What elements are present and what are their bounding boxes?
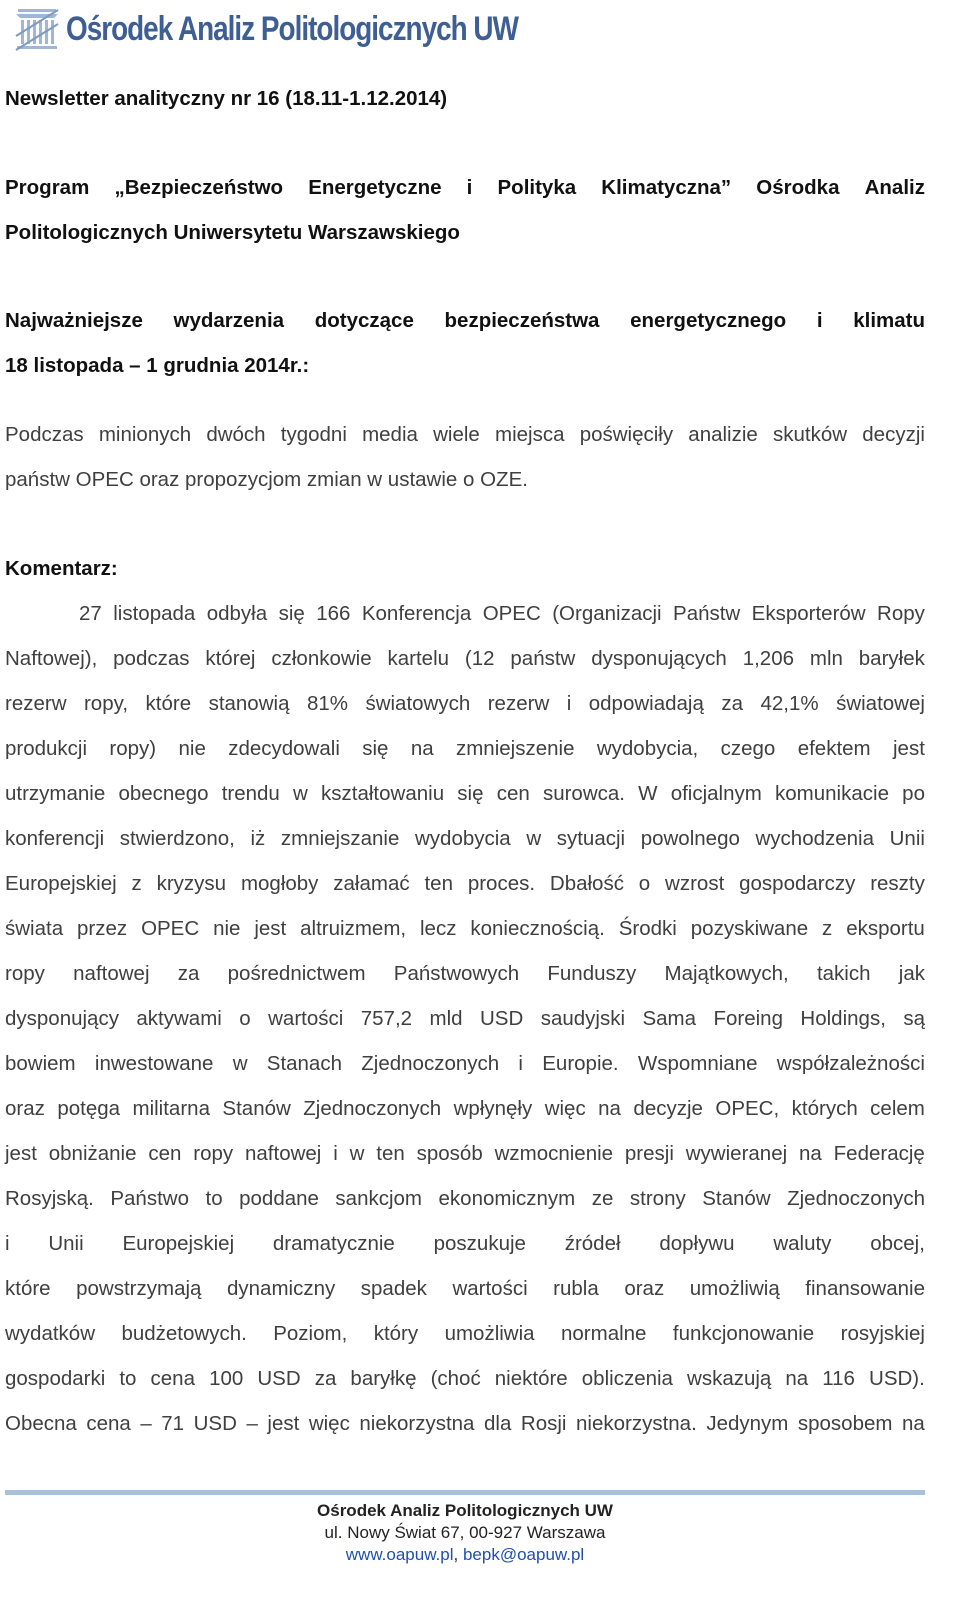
program-heading — [5, 165, 925, 255]
body-line: Naftowej), podczas której członkowie kartelu (12 państw dysponujących 1,206 mln baryłek — [5, 647, 925, 670]
intro-line-2: państw OPEC oraz propozycjom zmian w ustawie o OZE. — [5, 468, 528, 491]
body-line: konferencji stwierdzono, iż zmniejszanie wydobycia w sytuacji powolnego wychodzenia Unii — [5, 827, 925, 850]
commentary-body — [5, 591, 925, 1446]
footer-divider — [5, 1490, 925, 1495]
footer-separator: , — [453, 1545, 463, 1564]
body-line: świata przez OPEC nie jest altruizmem, lecz koniecznością. Środki pozyskiwane z eksportu — [5, 917, 925, 940]
body-line: oraz potęga militarna Stanów Zjednoczonych wpłynęły więc na decyzje OPEC, których celem — [5, 1097, 925, 1120]
body-line: produkcji ropy) nie zdecydowali się na zmniejszenie wydobycia, czego efektem jest — [5, 737, 925, 760]
body-line: Rosyjską. Państwo to poddane sankcjom ekonomicznym ze strony Stanów Zjednoczonych — [5, 1187, 925, 1210]
body-line: utrzymanie obecnego trendu w kształtowaniu się cen surowca. W oficjalnym komunikacie po — [5, 782, 925, 805]
footer-contacts — [0, 1544, 930, 1566]
footer-org: Ośrodek Analiz Politologicznych UW — [317, 1501, 613, 1520]
body-line: Europejskiej z kryzysu mogłoby załamać ten proces. Dbałość o wzrost gospodarczy reszty — [5, 872, 925, 895]
program-line-1: Program „Bezpieczeństwo Energetyczne i Polityka Klimatyczna” Ośrodka Analiz — [5, 176, 925, 199]
footer-website-link[interactable]: www.oapuw.pl — [345, 1545, 454, 1564]
body-line: Obecna cena – 71 USD – jest więc niekorzystna dla Rosji niekorzystna. Jedynym sposobem na — [5, 1412, 925, 1435]
column-logo-icon — [14, 6, 60, 52]
header-logo — [14, 4, 617, 54]
body-line: jest obniżanie cen ropy naftowej i w ten sposób wzmocnienie presji wywieranej na Federację — [5, 1142, 925, 1165]
body-line: bowiem inwestowane w Stanach Zjednoczonych i Europie. Wspomniane współzależności — [5, 1052, 925, 1075]
events-heading — [5, 298, 925, 388]
body-line: 27 listopada odbyła się 166 Konferencja OPEC (Organizacji Państw Eksporterów Ropy — [79, 602, 925, 625]
komentarz-label: Komentarz: — [5, 557, 118, 580]
footer — [0, 1500, 930, 1566]
body-line: ropy naftowej za pośrednictwem Państwowych Funduszy Majątkowych, takich jak — [5, 962, 925, 985]
footer-address: ul. Nowy Świat 67, 00-927 Warszawa — [324, 1523, 606, 1542]
logo-text: Ośrodek Analiz Politologicznych UW — [66, 9, 518, 48]
events-line-1: Najważniejsze wydarzenia dotyczące bezpieczeństwa energetycznego i klimatu — [5, 309, 925, 332]
body-line: i Unii Europejskiej dramatycznie poszukuje źródeł dopływu waluty obcej, — [5, 1232, 925, 1255]
intro-line-1: Podczas minionych dwóch tygodni media wiele miejsca poświęciły analizie skutków decyzji — [5, 423, 925, 446]
body-line: rezerw ropy, które stanowią 81% światowych rezerw i odpowiadają za 42,1% światowej — [5, 692, 925, 715]
body-line: gospodarki to cena 100 USD za baryłkę (choć niektóre obliczenia wskazują na 116 USD). — [5, 1367, 925, 1390]
program-line-2: Politologicznych Uniwersytetu Warszawskiego — [5, 221, 460, 244]
newsletter-title: Newsletter analityczny nr 16 (18.11-1.12.2014) — [5, 87, 448, 110]
body-line: które powstrzymają dynamiczny spadek wartości rubla oraz umożliwią finansowanie — [5, 1277, 925, 1300]
footer-email-link[interactable]: bepk@oapuw.pl — [462, 1545, 585, 1564]
events-line-2: 18 listopada – 1 grudnia 2014r.: — [5, 354, 310, 377]
intro-paragraph — [5, 412, 925, 502]
body-line: dysponujący aktywami o wartości 757,2 mld USD saudyjski Sama Foreing Holdings, są — [5, 1007, 925, 1030]
body-line: wydatków budżetowych. Poziom, który umożliwia normalne funkcjonowanie rosyjskiej — [5, 1322, 925, 1345]
